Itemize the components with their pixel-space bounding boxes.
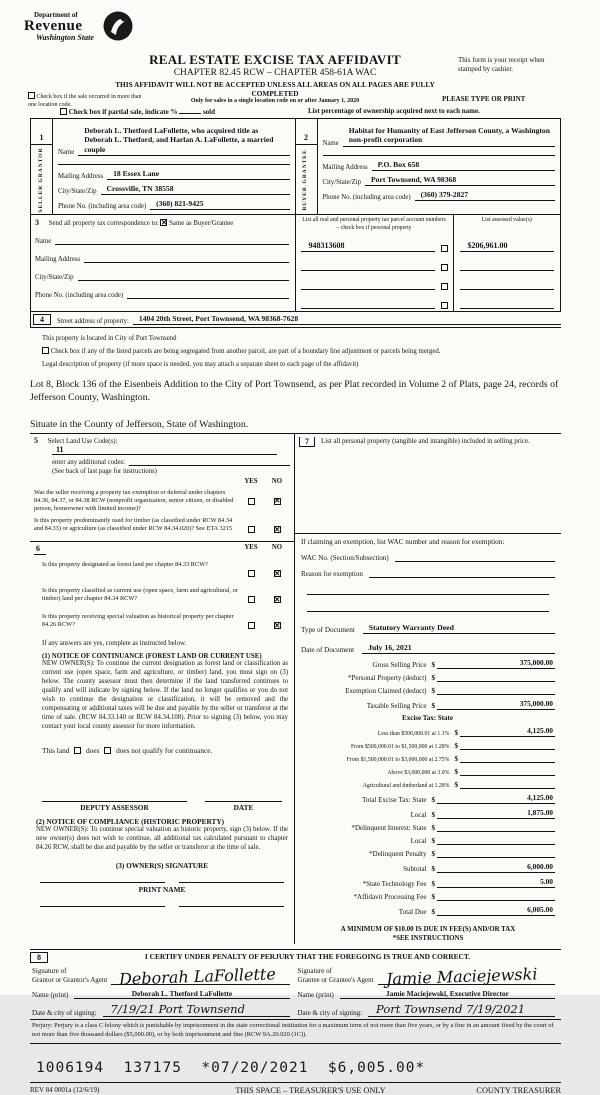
correspondence-phone-field[interactable] bbox=[127, 290, 288, 299]
street-address-value[interactable]: 1404 20th Street, Port Townsend, WA 98368-7628 bbox=[133, 314, 561, 325]
owner-signature-field-2[interactable] bbox=[179, 882, 284, 883]
seller-fields bbox=[53, 119, 295, 214]
additional-codes-label: enter any additional codes: bbox=[52, 458, 126, 466]
section-2-number: 2 bbox=[296, 133, 317, 145]
section-4-number: 4 bbox=[33, 314, 51, 325]
grantor-name-value[interactable]: Deborah L. Thetford LaFollette bbox=[74, 989, 289, 999]
parcel-row-4 bbox=[301, 299, 448, 309]
seller-phone-label: Phone No. (including area code) bbox=[58, 203, 147, 211]
correspondence-phone-row bbox=[35, 290, 289, 299]
buyer-extra-name-field[interactable] bbox=[323, 149, 556, 156]
grantee-signature-field[interactable] bbox=[378, 964, 555, 989]
forest-land-question: Is this property designated as forest land per chapter 84.33 RCW? ✕ bbox=[34, 561, 290, 581]
minimum-due-note: A MINIMUM OF $10.00 IS DUE IN FEE(S) AND/OR TAX *SEE INSTRUCTIONS bbox=[340, 925, 516, 943]
legal-description-label: Legal description of property (if more space is needed, you may attach a separate sheet to each page of the affidavit) bbox=[42, 361, 359, 369]
document-type-label: Type of Document bbox=[301, 625, 355, 634]
grantee-name-row bbox=[298, 989, 556, 999]
reason-row bbox=[301, 569, 555, 578]
does-not-label: does not qualify for continuance. bbox=[116, 745, 213, 755]
buyer-name-value[interactable]: Habitat for Humanity of East Jefferson County, a Washington non-profit corporation bbox=[343, 126, 555, 147]
buyer-mailing-label: Mailing Address bbox=[322, 163, 368, 171]
segregated-label: Check box if any of the listed parcels are being segregated from another parcel, are part of a boundary line adjustment or parcels being merged. bbox=[50, 348, 441, 356]
buyer-number-column bbox=[296, 119, 318, 214]
compliance-text: NEW OWNER(S): To continue special valuation as historic property, sign (3) below. If the new owner(s) does not wish to continue, all additional tax calculated pursuant to chapter 84.26 RCW, shall be due and payable by the seller or transferor at the time of sale. bbox=[36, 825, 288, 851]
deputy-date-field[interactable] bbox=[205, 801, 282, 802]
owners-signature-lines bbox=[40, 882, 284, 883]
same-as-buyer-label: Same as Buyer/Grantee bbox=[169, 220, 234, 228]
bracket-4-row: Above $3,000,000 at 3.0% $ bbox=[295, 767, 555, 776]
does-not-qualify-checkbox[interactable] bbox=[104, 747, 111, 754]
document-date-row bbox=[301, 643, 555, 654]
taxable-selling-price-value[interactable]: 375,000.00 bbox=[437, 699, 555, 710]
seller-mailing-row bbox=[58, 169, 290, 180]
section-5-number: 5 bbox=[34, 435, 38, 445]
buyer-csz-value[interactable]: Port Townsend, WA 98368 bbox=[365, 175, 555, 186]
land-designation-section bbox=[30, 541, 294, 913]
section-7-number: 7 bbox=[299, 437, 315, 447]
delinquent-interest-local-value[interactable] bbox=[437, 836, 555, 845]
additional-codes-field[interactable] bbox=[129, 458, 290, 466]
personal-property-checkbox-3[interactable] bbox=[441, 283, 448, 290]
land-use-code-value[interactable]: 11 bbox=[52, 445, 277, 455]
bracket-1-row: Less than $500,000.01 at 1.1% $ 4,125.00 bbox=[377, 725, 553, 737]
seller-number-column bbox=[31, 119, 53, 214]
historic-no-checkbox[interactable] bbox=[274, 622, 281, 629]
street-address-label: Street address of property: bbox=[57, 318, 129, 326]
print-name-lines bbox=[40, 906, 284, 907]
excise-tax-header: Excise Tax: State bbox=[402, 713, 453, 722]
buyer-name-label: Name bbox=[322, 139, 339, 147]
seller-section bbox=[31, 119, 296, 214]
q2-no-checkbox[interactable] bbox=[274, 526, 281, 533]
logo-text-state: Washington State bbox=[36, 33, 94, 42]
qualify-prefix: This land bbox=[42, 745, 70, 755]
seller-mailing-value[interactable]: 18 Essex Lane bbox=[107, 169, 289, 180]
middle-two-column bbox=[30, 433, 561, 944]
seller-phone-value[interactable]: (360) 821-9425 bbox=[150, 199, 289, 210]
logo-text-dept: Department of bbox=[34, 11, 78, 19]
bracket-5-value[interactable] bbox=[460, 780, 555, 789]
partial-sale-suffix: sold bbox=[202, 108, 216, 116]
document-date-value[interactable]: July 16, 2021 bbox=[362, 643, 555, 654]
forest-no-checkbox[interactable] bbox=[274, 570, 281, 577]
signature-columns bbox=[30, 965, 561, 1019]
correspondence-mailing-field[interactable] bbox=[84, 254, 288, 263]
segregated-check-row bbox=[42, 346, 561, 359]
form-number: REV 84 0001a (12/6/19) bbox=[30, 1085, 100, 1094]
q2-yes-checkbox[interactable] bbox=[248, 526, 255, 533]
correspondence-fields bbox=[31, 215, 296, 311]
correspondence-label: Send all property tax correspondence to: bbox=[48, 220, 159, 228]
bracket-5-row: Agricultural and timberland at 1.28% $ bbox=[295, 780, 555, 789]
taxable-selling-price-row: Taxable Selling Price $ 375,000.00 bbox=[366, 698, 553, 710]
bracket-3-value[interactable] bbox=[460, 754, 555, 763]
see-back-note: (See back of last page for instructions) bbox=[52, 467, 157, 475]
logo-text-revenue: Revenue bbox=[24, 18, 83, 34]
parcel-column bbox=[296, 215, 454, 311]
total-excise-local-row: Local $ 1,875.00 bbox=[410, 807, 553, 819]
seller-mailing-label: Mailing Address bbox=[58, 173, 104, 181]
total-excise-local-value[interactable]: 1,875.00 bbox=[437, 808, 555, 819]
yes-label-6: YES bbox=[244, 544, 258, 552]
form-body bbox=[30, 118, 561, 1095]
form-warning: THIS AFFIDAVIT WILL NOT BE ACCEPTED UNLESS ALL AREAS ON ALL PAGES ARE FULLY COMPLETED bbox=[115, 80, 435, 99]
correspondence-csz-field[interactable] bbox=[78, 272, 289, 281]
correspondence-header bbox=[35, 218, 289, 227]
legal-description-text: Lot 8, Block 136 of the Eisenbeis Addition to the City of Port Townsend, as per Plat recorded in Volume 2 of Plats, page 24, records of Jefferson County, Washington. bbox=[30, 379, 559, 403]
current-use-no-checkbox[interactable] bbox=[274, 596, 281, 603]
grantor-date-row bbox=[32, 1002, 290, 1017]
delinquent-interest-state-row: *Delinquent Interest: State $ bbox=[295, 823, 555, 832]
continuance-qualify-row bbox=[42, 746, 290, 755]
buyer-phone-row bbox=[323, 190, 556, 201]
parcel-number-field-2[interactable] bbox=[301, 261, 435, 271]
delinquent-penalty-row: *Delinquent Penalty $ bbox=[295, 849, 555, 858]
certification-header bbox=[30, 950, 561, 965]
affidavit-processing-fee-row: *Affidavit Processing Fee $ bbox=[295, 892, 555, 901]
subtotal-row: Subtotal $ 6,000.00 bbox=[403, 861, 553, 873]
type-or-print-note: PLEASE TYPE OR PRINT bbox=[442, 95, 526, 103]
total-excise-state-row: Total Excise Tax: State $ 4,125.00 bbox=[362, 792, 553, 804]
exemption-section bbox=[295, 534, 561, 614]
grantee-date-label: Date & city of signing: bbox=[297, 1008, 363, 1017]
yes-label: YES bbox=[244, 477, 258, 485]
personal-property-checkbox-2[interactable] bbox=[441, 264, 448, 271]
buyer-mailing-value[interactable]: P.O. Box 658 bbox=[372, 160, 555, 171]
total-due-row: Total Due $ 6,005.00 bbox=[398, 904, 553, 916]
correspondence-mailing-row bbox=[35, 254, 289, 263]
receipt-note: This form is your receipt when stamped by cashier. bbox=[458, 56, 545, 74]
additional-codes-row bbox=[52, 458, 290, 466]
located-in-note: This property is located in City of Port Townsend bbox=[42, 335, 177, 343]
correspondence-mailing-label: Mailing Address bbox=[35, 256, 81, 264]
bracket-3-row: From $1,500,000.01 to $3,000,000 at 2.75% $ bbox=[295, 754, 555, 763]
land-use-label: Select Land Use Code(s): bbox=[47, 437, 118, 445]
personal-property-checkbox-1[interactable] bbox=[441, 245, 448, 252]
land-use-section bbox=[30, 434, 294, 542]
gross-selling-price-value[interactable]: 375,000.00 bbox=[437, 658, 555, 669]
grantee-signature-label: Signature of Grantee or Grantee's Agent bbox=[297, 966, 374, 984]
correspondence-name-label: Name bbox=[35, 238, 52, 246]
no-label-6: NO bbox=[271, 544, 283, 552]
parcel-number-field-4[interactable] bbox=[301, 299, 435, 309]
grantee-signature-block bbox=[296, 965, 562, 1019]
assessed-value-1[interactable]: $206,961.00 bbox=[460, 241, 555, 252]
affidavit-processing-fee-value[interactable] bbox=[437, 892, 555, 901]
q1-yes-checkbox[interactable] bbox=[248, 498, 255, 505]
section-3-number: 3 bbox=[35, 218, 39, 228]
historic-yes-checkbox[interactable] bbox=[248, 622, 255, 629]
historic-property-question: Is this property receiving special valuation as historical property per chapter 84.26 RCW? ✕ bbox=[34, 613, 290, 633]
gross-selling-price-row: Gross Selling Price $ 375,000.00 bbox=[372, 657, 553, 669]
correspondence-csz-row bbox=[35, 272, 289, 281]
parcel-number-field-3[interactable] bbox=[301, 280, 435, 290]
bracket-2-row: From $500,000.01 to $1,500,000 at 1.28% $ bbox=[295, 741, 555, 750]
multi-location-checkbox[interactable] bbox=[28, 92, 35, 99]
county-treasurer-label: COUNTY TREASURER bbox=[476, 1085, 561, 1095]
left-column bbox=[30, 434, 295, 944]
owner-signature-field-1[interactable] bbox=[40, 882, 165, 883]
buyer-grantee-side-label: BUYER GRANTEE bbox=[302, 149, 309, 211]
exemption-header: If claiming an exemption, list WAC number and reason for exemption: bbox=[301, 537, 505, 546]
grantor-name-label: Name (print) bbox=[32, 990, 69, 999]
q1-no-checkbox[interactable] bbox=[274, 498, 281, 505]
personal-property-deduct-value[interactable] bbox=[437, 673, 555, 682]
grantor-date-value[interactable]: 7/19/21 Port Townsend bbox=[103, 1002, 290, 1017]
deputy-assessor-sign-field[interactable] bbox=[42, 801, 187, 802]
seller-csz-label: City/State/Zip bbox=[58, 188, 97, 196]
buyer-phone-value[interactable]: (360) 379-2827 bbox=[415, 190, 555, 201]
wac-field[interactable] bbox=[395, 553, 555, 562]
treasurer-use-only-label: THIS SPACE – TREASURER'S USE ONLY bbox=[235, 1085, 386, 1095]
form-title-block bbox=[95, 52, 455, 106]
wac-label: WAC No. (Section/Subsection) bbox=[301, 553, 389, 562]
timber-agriculture-question: Is this property predominantly used for timber (as classified under RCW 84.34 and 84.33) or agriculture (as classified under RCW 84.34.020)? See ETA 3215 ✕ bbox=[34, 517, 290, 537]
buyer-csz-label: City/State/Zip bbox=[322, 178, 362, 186]
reason-field[interactable] bbox=[369, 569, 555, 578]
seller-name-value[interactable]: Deborah L. Thetford LaFollette, who acquired title as Deborah L. Thetford, and Harlan A. LaFollette, a married couple bbox=[78, 126, 289, 156]
parties-row bbox=[30, 118, 561, 215]
grantor-signature-label: Signature of Grantor or Grantor's Agent bbox=[32, 966, 108, 984]
section-6-header bbox=[34, 544, 290, 555]
certification-section bbox=[30, 949, 561, 1019]
forest-yes-checkbox[interactable] bbox=[248, 570, 255, 577]
partial-sale-label: Check box if partial sale, indicate % bbox=[68, 108, 178, 116]
print-name-label: PRINT NAME bbox=[138, 884, 186, 894]
grantor-signature-field[interactable] bbox=[111, 964, 289, 989]
section-6-number: 6 bbox=[34, 544, 46, 555]
seller-name-label: Name bbox=[58, 149, 75, 157]
seller-grantor-side-label: SELLER GRANTOR bbox=[37, 147, 44, 213]
buyer-mailing-row bbox=[323, 160, 556, 171]
form-title: REAL ESTATE EXCISE TAX AFFIDAVIT bbox=[149, 52, 401, 67]
assessed-value-field-3[interactable] bbox=[460, 280, 555, 290]
certify-statement: I CERTIFY UNDER PENALTY OF PERJURY THAT THE FOREGOING IS TRUE AND CORRECT. bbox=[144, 951, 471, 961]
document-type-row bbox=[301, 623, 555, 634]
reason-label: Reason for exemption bbox=[301, 569, 363, 578]
seller-name-row bbox=[58, 126, 290, 156]
buyer-fields bbox=[318, 119, 561, 214]
parcel-row-3 bbox=[301, 280, 448, 290]
parcel-number-value[interactable]: 948313608 bbox=[301, 241, 435, 252]
exemption-deferral-question: Was the seller receiving a property tax exemption or deferral under chapters 84.36, 84.37, or 84.38 RCW (nonprofit organization, senior citizen, or disabled person, homeowner with limited income)? ✕ bbox=[34, 489, 290, 514]
form-subtitle: CHAPTER 82.45 RCW – CHAPTER 458-61A WAC bbox=[173, 68, 377, 79]
grantee-signature-row bbox=[297, 964, 556, 989]
exemption-claimed-value[interactable] bbox=[437, 686, 555, 695]
total-due-value[interactable]: 6,005.00 bbox=[437, 905, 555, 916]
continuance-title: (1) NOTICE OF CONTINUANCE (FOREST LAND OR CURRENT USE) bbox=[42, 653, 262, 661]
if-yes-note: If any answers are yes, complete as instructed below. bbox=[42, 640, 187, 648]
subtotal-value[interactable]: 6,000.00 bbox=[437, 862, 555, 873]
bracket-4-value[interactable] bbox=[460, 767, 555, 776]
bracket-2-value[interactable] bbox=[460, 741, 555, 750]
street-address-row bbox=[30, 312, 561, 328]
seller-csz-value[interactable]: Crossville, TN 38558 bbox=[101, 184, 290, 195]
owners-signature-label: (3) OWNER(S) SIGNATURE bbox=[115, 860, 209, 870]
grantee-signature-handwriting: Jamie Maciejewski bbox=[385, 964, 538, 989]
assessed-value-column bbox=[454, 215, 561, 311]
assessed-value-field-4[interactable] bbox=[460, 299, 555, 309]
section-8-number: 8 bbox=[30, 952, 48, 963]
grantee-date-value[interactable]: Port Townsend 7/19/2021 bbox=[368, 1002, 555, 1017]
state-technology-fee-row: *State Technology Fee $ 5.00 bbox=[362, 876, 553, 888]
correspondence-phone-label: Phone No. (including area code) bbox=[35, 292, 124, 300]
grantee-name-value[interactable]: Jamie Maciejewski, Executive Director bbox=[340, 989, 555, 999]
dollar-sign: $ bbox=[431, 660, 435, 669]
print-name-field-2[interactable] bbox=[179, 906, 284, 907]
delinquent-interest-state-value[interactable] bbox=[437, 823, 555, 832]
wac-row bbox=[301, 553, 555, 562]
delinquent-interest-local-row: Local $ bbox=[295, 836, 555, 845]
personal-property-checkbox-4[interactable] bbox=[441, 302, 448, 309]
reason-extra-line-2[interactable] bbox=[307, 603, 549, 612]
personal-property-deduct-row: *Personal Property (deduct) $ bbox=[295, 673, 555, 682]
print-name-field-1[interactable] bbox=[40, 906, 165, 907]
grantee-name-label: Name (print) bbox=[297, 990, 334, 999]
deputy-assessor-label: DEPUTY ASSESSOR bbox=[80, 802, 149, 812]
parcel-row-1 bbox=[301, 241, 448, 252]
document-date-label: Date of Document bbox=[301, 645, 355, 654]
deputy-assessor-labels bbox=[42, 803, 282, 812]
partial-sale-percent-field[interactable] bbox=[179, 107, 201, 114]
correspondence-name-row bbox=[35, 236, 289, 245]
buyer-csz-row bbox=[323, 175, 556, 186]
situate-line: Situate in the County of Jefferson, State of Washington. bbox=[30, 418, 249, 430]
partial-sale-checkbox[interactable] bbox=[60, 108, 67, 115]
ownership-note: List percentage of ownership acquired next to each name. bbox=[308, 107, 480, 115]
reason-extra-line-1[interactable] bbox=[307, 586, 549, 595]
personal-property-label: List all personal property (tangible and intangible) included in selling price. bbox=[321, 437, 530, 445]
buyer-name-row bbox=[323, 126, 556, 147]
current-use-question: Is this property classified as current use (open space, farm and agricultural, or timber) land per chapter 84.34 RCW? ✕ bbox=[34, 587, 290, 607]
yes-no-header-5 bbox=[34, 478, 290, 485]
land-use-header bbox=[34, 436, 290, 445]
deputy-date-label: DATE bbox=[233, 802, 254, 812]
parcel-column-header: List all real and personal property tax parcel account numbers – check box if personal property bbox=[302, 217, 446, 231]
grantor-signature-handwriting: Deborah LaFollette bbox=[119, 964, 277, 989]
segregated-checkbox[interactable] bbox=[42, 347, 49, 354]
treasurer-receipt-stamp: 1006194 137175 *07/20/2021 $6,005.00* bbox=[36, 1059, 426, 1076]
section-1-number: 1 bbox=[31, 133, 52, 145]
correspondence-name-field[interactable] bbox=[55, 236, 288, 245]
state-technology-fee-value[interactable]: 5.00 bbox=[437, 877, 555, 888]
compliance-title: (2) NOTICE OF COMPLIANCE (HISTORIC PROPERTY) bbox=[36, 816, 225, 826]
tax-correspondence-row bbox=[30, 215, 561, 312]
delinquent-penalty-value[interactable] bbox=[437, 849, 555, 858]
does-qualify-checkbox[interactable] bbox=[74, 747, 81, 754]
parcel-row-2 bbox=[301, 261, 448, 271]
footer bbox=[30, 1083, 561, 1095]
partial-sale-check-row bbox=[60, 107, 215, 116]
perjury-note: Perjury: Perjury is a class C felony which is punishable by imprisonment in the state correctional institution for a maximum term of not more than five years, or by a fine in an amount fixed by the court of not more than five thousand dollars ($5,000.00), or by both imprisonment and fine (RCW 9A.20.020 (1C)). bbox=[30, 1019, 561, 1044]
grantor-signature-row bbox=[32, 964, 290, 989]
continuance-text: NEW OWNER(S): To continue the current designation as forest land or classification as current use (open space, farm and agriculture, or timber) land, you must sign on (3) below. The county assessor must then determine if the land transferred continues to qualify and will indicate by signing below. If the land no longer qualifies or you do not wish to continue the designation or classification, it will be removed and the compensating or additional taxes will be due and payable by the seller or transferor at the time of sale. (RCW 84.33.140 or RCW 84.34.108). Prior to signing (3) below, you may contact your local county assessor for more information. bbox=[42, 660, 288, 730]
no-label: NO bbox=[271, 477, 283, 485]
personal-property-section bbox=[295, 434, 561, 534]
dor-seal-icon bbox=[102, 10, 134, 42]
deputy-assessor-lines bbox=[42, 801, 282, 802]
seller-phone-row bbox=[58, 199, 290, 210]
grantor-name-row bbox=[32, 989, 290, 999]
dor-logo bbox=[24, 12, 94, 42]
single-location-note: Only for sales in a single location code on or after January 1, 2020 bbox=[190, 98, 360, 105]
document-type-value[interactable]: Statutory Warranty Deed bbox=[363, 623, 555, 634]
assessed-value-header: List assessed value(s) bbox=[481, 217, 532, 224]
correspondence-csz-label: City/State/Zip bbox=[35, 274, 74, 282]
grantor-signature-block bbox=[30, 965, 296, 1019]
buyer-section bbox=[296, 119, 561, 214]
right-column bbox=[295, 434, 561, 944]
multi-location-label: Check box if the sale occurred in more than one location code. bbox=[28, 94, 142, 108]
bracket-1-value[interactable]: 4,125.00 bbox=[460, 726, 555, 737]
seller-extra-name-field[interactable] bbox=[58, 158, 290, 165]
section-4-notes bbox=[30, 328, 561, 372]
seller-csz-row bbox=[58, 184, 290, 195]
total-excise-state-value[interactable]: 4,125.00 bbox=[437, 793, 555, 804]
buyer-phone-label: Phone No. (including area code) bbox=[322, 193, 411, 201]
grantee-date-row bbox=[298, 1002, 556, 1017]
current-use-yes-checkbox[interactable] bbox=[248, 596, 255, 603]
same-as-buyer-checkbox[interactable] bbox=[160, 219, 167, 226]
grantor-date-label: Date & city of signing: bbox=[32, 1008, 97, 1017]
assessed-value-field-2[interactable] bbox=[460, 261, 555, 271]
does-label: does bbox=[86, 745, 100, 755]
exemption-claimed-row: Exemption Claimed (deduct) $ bbox=[295, 686, 555, 695]
